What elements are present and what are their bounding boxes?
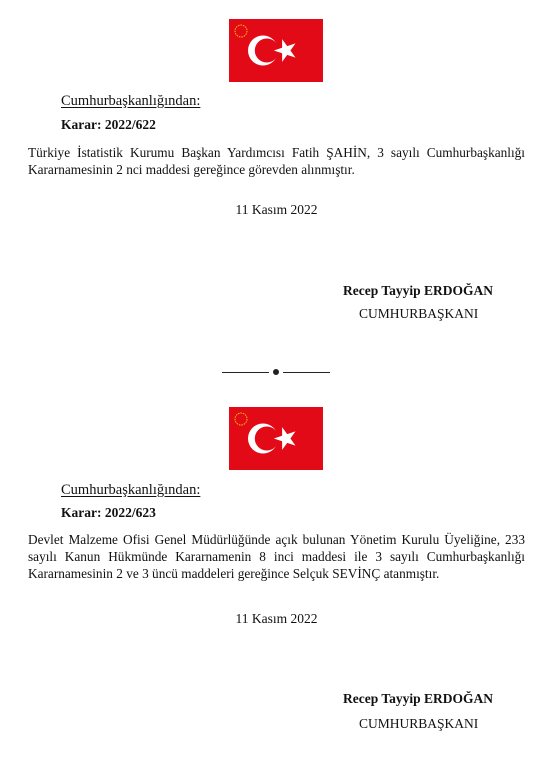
separator-dot xyxy=(273,369,279,375)
decision-body: Devlet Malzeme Ofisi Genel Müdürlüğünde açık bulunan Yönetim Kurulu Üyeliğine, 233 sayılı Kanun Hükmünde Kararnamenin 8 inci maddesi ile 3 sayılı Cumhurbaşkanlığı Kararnamesinin 2 ve 3 üncü maddeleri gereğince Selçuk SEVİNÇ atanmıştır. xyxy=(28,532,525,581)
decision-date: 11 Kasım 2022 xyxy=(235,611,318,626)
section-heading: Cumhurbaşkanlığından: xyxy=(61,482,201,498)
separator-line-left xyxy=(222,372,269,373)
turkish-flag-icon xyxy=(229,407,323,470)
separator-line-right xyxy=(283,372,330,373)
signer-name: Recep Tayyip ERDOĞAN xyxy=(343,283,494,298)
signer-title: CUMHURBAŞKANI xyxy=(359,306,479,321)
section-separator xyxy=(222,366,330,378)
signer-title: CUMHURBAŞKANI xyxy=(359,716,479,731)
signer-name: Recep Tayyip ERDOĞAN xyxy=(343,691,494,706)
turkish-flag-icon xyxy=(229,19,323,82)
decision-number: Karar: 2022/623 xyxy=(61,505,156,520)
decision-date: 11 Kasım 2022 xyxy=(235,202,318,217)
decision-body: Türkiye İstatistik Kurumu Başkan Yardımcısı Fatih ŞAHİN, 3 sayılı Cumhurbaşkanlığı Kararnamesinin 2 nci maddesi gereğince görevden alınmıştır. xyxy=(28,145,525,177)
decision-number: Karar: 2022/622 xyxy=(61,117,156,132)
section-heading: Cumhurbaşkanlığından: xyxy=(61,93,201,109)
